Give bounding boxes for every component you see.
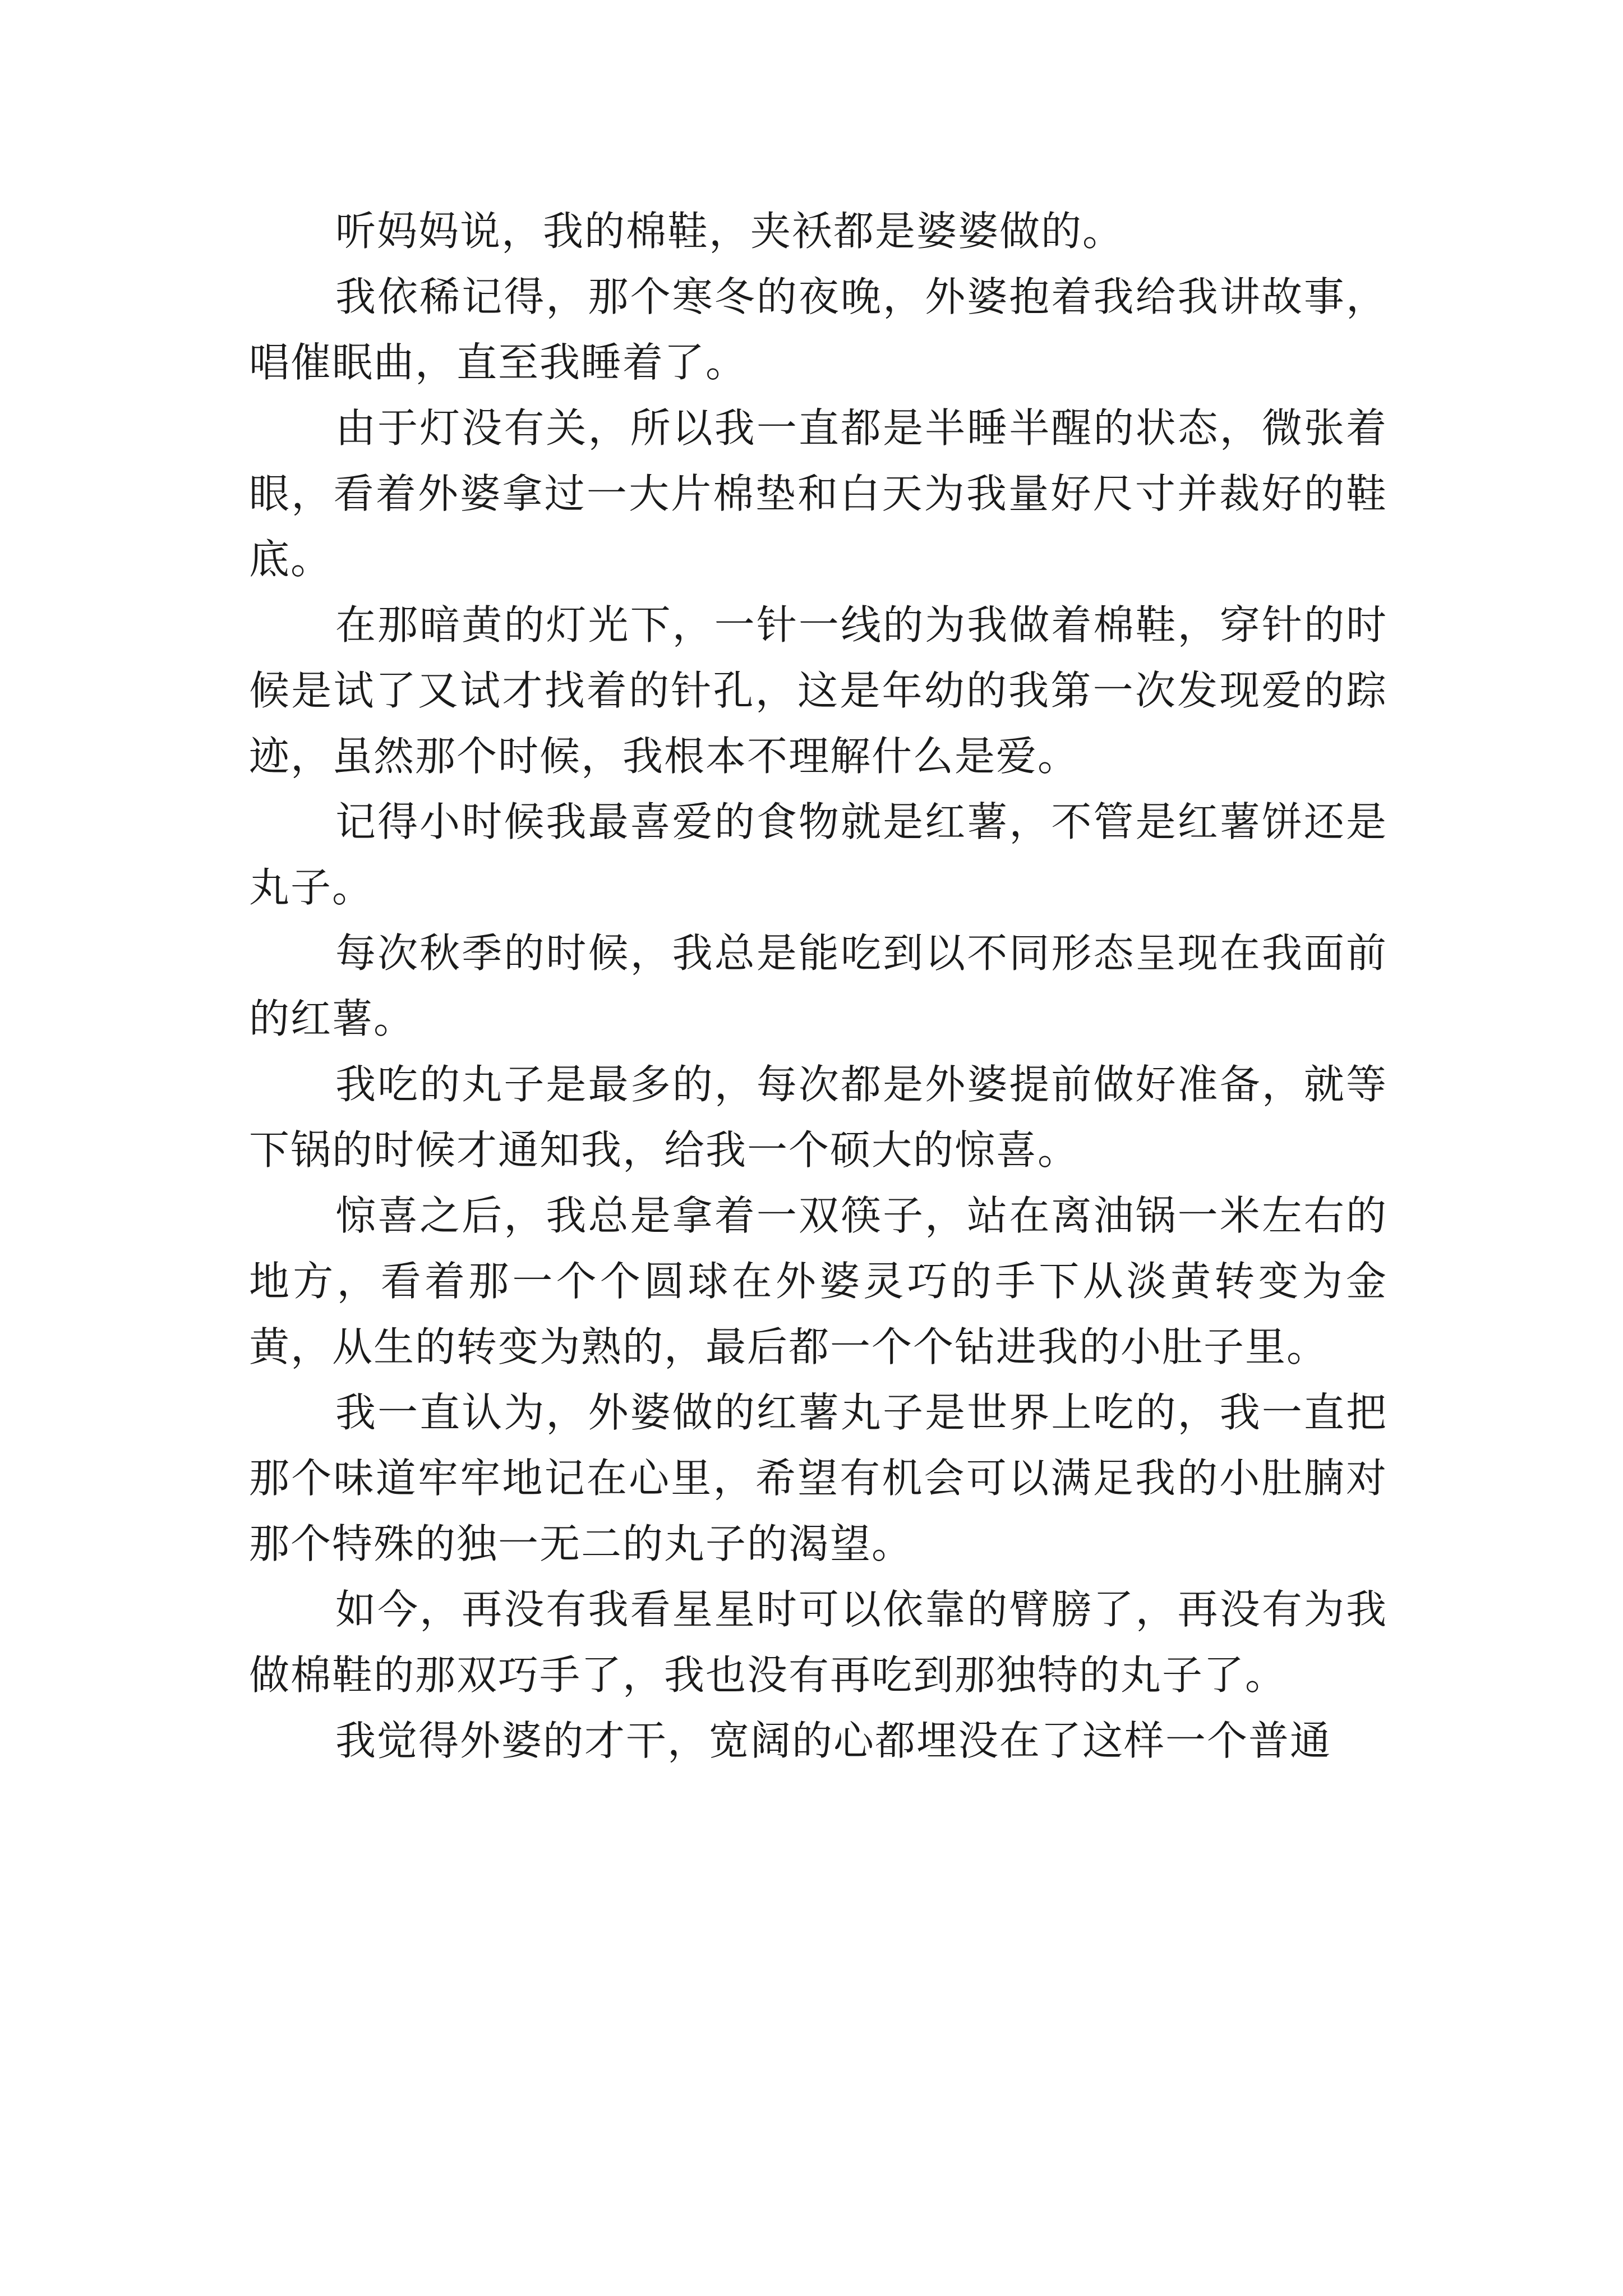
paragraph-9: 我一直认为，外婆做的红薯丸子是世界上吃的，我一直把那个味道牢牢地记在心里，希望有机会可以满足我的小肚腩对那个特殊的独一无二的丸子的渴望。: [249, 1389, 1387, 1567]
paragraph-8: 惊喜之后，我总是拿着一双筷子，站在离油锅一米左右的地方，看着那一个个圆球在外婆灵巧的手下从淡黄转变为金黄，从生的转变为熟的，最后都一个个钻进我的小肚子里。: [249, 1192, 1387, 1370]
paragraph-6: 每次秋季的时候，我总是能吃到以不同形态呈现在我面前的红薯。: [249, 930, 1387, 1042]
paragraph-7: 我吃的丸子是最多的，每次都是外婆提前做好准备，就等下锅的时候才通知我，给我一个硕大的惊喜。: [249, 1061, 1387, 1174]
paragraph-10: 如今，再没有我看星星时可以依靠的臂膀了，再没有为我做棉鞋的那双巧手了，我也没有再吃到那独特的丸子了。: [249, 1586, 1387, 1699]
paragraph-4: 在那暗黄的灯光下，一针一线的为我做着棉鞋，穿针的时候是试了又试才找着的针孔，这是年幼的我第一次发现爱的踪迹，虽然那个时候，我根本不理解什么是爱。: [249, 601, 1387, 780]
paragraph-2: 我依稀记得，那个寒冬的夜晚，外婆抱着我给我讲故事，唱催眠曲，直至我睡着了。: [249, 273, 1387, 386]
paragraph-5: 记得小时候我最喜爱的食物就是红薯，不管是红薯饼还是丸子。: [249, 798, 1387, 911]
paragraph-11: 我觉得外婆的才干，宽阔的心都埋没在了这样一个普通: [335, 1717, 1332, 1764]
paragraph-3: 由于灯没有关，所以我一直都是半睡半醒的状态，微张着眼，看着外婆拿过一大片棉垫和白天为我量好尺寸并裁好的鞋底。: [249, 404, 1387, 583]
paragraph-1: 听妈妈说，我的棉鞋，夹袄都是婆婆做的。: [335, 208, 1124, 255]
document-body: [249, 199, 1387, 1774]
